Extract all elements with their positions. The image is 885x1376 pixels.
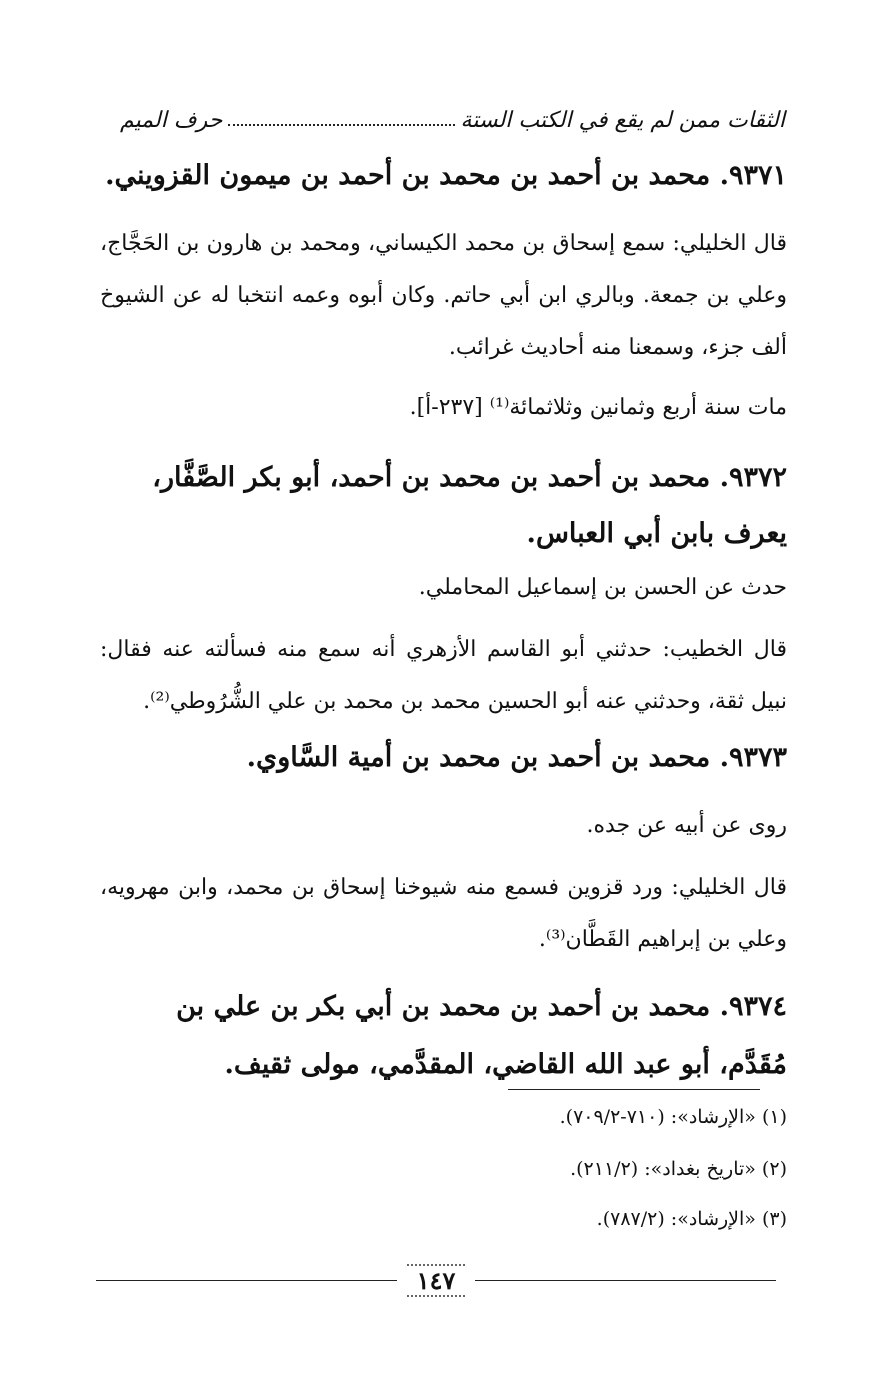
page-footer [96,1260,776,1300]
footnote-2: (٢) «تاريخ بغداد»: (٢١١/٢). [570,1158,787,1180]
entry-9373-para-2: قال الخليلي: ورد قزوين فسمع منه شيوخنا إسحاق بن محمد، وابن مهرويه، وعلي بن إبراهيم القَطَّان⁽³⁾. [100,875,787,952]
entry-9372-para-1: حدث عن الحسن بن إسماعيل المحاملي. [418,575,787,600]
entry-title-9371: ٩٣٧١. محمد بن أحمد بن محمد بن أحمد بن ميمون القزويني. [105,160,787,191]
header-dots [228,114,454,126]
entry-title-9372: ٩٣٧٢. محمد بن أحمد بن محمد بن أحمد، أبو بكر الصَّفَّار، يعرف بابن أبي العباس. [152,462,787,549]
header-chapter: حرف الميم [120,107,223,133]
page-number: ١٤٧ [407,1264,466,1297]
header-book-title: الثقات ممن لم يقع في الكتب الستة [460,107,785,133]
footnote-separator [508,1089,760,1090]
footnote-1: (١) «الإرشاد»: (٧١٠-٧٠٩/٢). [559,1106,787,1128]
entry-title-9373: ٩٣٧٣. محمد بن أحمد بن محمد بن أمية السَّاوي. [246,742,787,773]
footer-rule-left [96,1280,397,1281]
entry-9373-para-1: روى عن أبيه عن جده. [586,813,787,838]
entry-9372-para-2: قال الخطيب: حدثني أبو القاسم الأزهري أنه سمع منه فسألته عنه فقال: نبيل ثقة، وحدثني عنه أبو الحسين محمد بن محمد بن علي الشُّرُوطي⁽²⁾. [100,637,787,714]
running-header [120,100,785,140]
footer-rule-right [475,1280,776,1281]
entry-9371-para-2: مات سنة أربع وثمانين وثلاثمائة⁽¹⁾ [٢٣٧-أ]. [409,395,787,420]
entry-9371-para-1: قال الخليلي: سمع إسحاق بن محمد الكيساني، ومحمد بن هارون بن الحَجَّاج، وعلي بن جمعة. وبالري ابن أبي حاتم. وكان أبوه وعمه انتخبا له عن الشيوخ ألف جزء، وسمعنا منه أحاديث غرائب. [100,231,787,360]
footnote-3: (٣) «الإرشاد»: (٧٨٧/٢). [596,1208,787,1230]
entry-title-9374: ٩٣٧٤. محمد بن أحمد بن محمد بن أبي بكر بن علي بن مُقَدَّم، أبو عبد الله القاضي، المقدَّمي، مولى ثقيف. [176,991,787,1080]
